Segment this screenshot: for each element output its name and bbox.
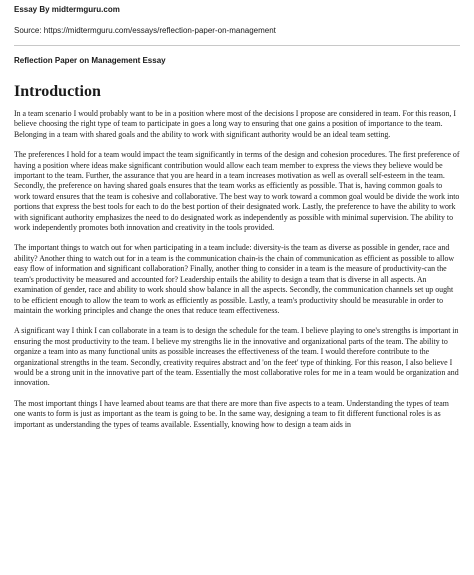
site-label: Essay By midtermguru.com bbox=[14, 5, 120, 14]
paragraph: The most important things I have learned about teams are that there are more than five aspects to a team. Understanding the types of team one wants to form is just as important as the team is going to be. In the same way, designing a team to fit different functional roles is as important as understanding the types of teams available. Essentially, knowing how to design a team aids in bbox=[14, 398, 449, 429]
section-heading: Introduction bbox=[14, 83, 101, 100]
source-line[interactable]: Source: https://midtermguru.com/essays/reflection-paper-on-management bbox=[14, 26, 276, 35]
document-title: Reflection Paper on Management Essay bbox=[14, 56, 166, 65]
page-header bbox=[0, 0, 474, 35]
header-divider bbox=[14, 45, 460, 46]
essay-body bbox=[0, 109, 474, 430]
paragraph: The important things to watch out for when participating in a team include: diversity-is the team as diverse as possible in gender, race and ability? Another thing to watch out for in a team is the communication chain-is the chain of communication as efficient as possible to allow easy flow of information and significant collaboration? Finally, another thing to consider in a team is the measure of productivity-can the team's productivity be measured and accounted for? Leadership entails the ability to design a team that is diverse in all aspects. An examination of gender, race and ability to work should show balance in all the aspects. Secondly, the communication channels set up ought to be efficient enough to allow the team to work as efficiently as possible. Lastly, a team's productivity should be measurable in order to maintain the working principles and change the ones that reduce team effectiveness. bbox=[14, 243, 455, 315]
paragraph: In a team scenario I would probably want to be in a position where most of the decisions I propose are considered in team. For this reason, I believe choosing the right type of team to participate in goes a long way to ensuring that one gains a position of importance to the team. Belonging in a team with shared goals and the ability to work with significant authority would be an ideal team setting. bbox=[14, 109, 456, 139]
paragraph: A significant way I think I can collaborate in a team is to design the schedule for the team. I believe playing to one's strengths is important in ensuring the most productivity to the team. I believe my strengths lie in the innovative and organizational parts of the team. The ability to organize a team into as many functional units as possible increases the effectiveness of the team. I would therefore contribute to the organizational strengths in the team. Secondly, creativity requires abstract and 'on the feet' type of thinking. For this reason, I also believe I would be a strong unit in the innovative part of the team. Essentially the most collaborative roles for me in a team would be organization and innovation. bbox=[14, 326, 459, 388]
paragraph: The preferences I hold for a team would impact the team significantly in terms of the design and cohesion procedures. The first preference of having a position where ideas make significant contribution would allow each team member to express the views they believe would be important to the team. Further, the assurance that you are heard in a team increases motivation as well as overall self-esteem in the team. Secondly, the preference on having shared goals ensures that the team works as efficiently as possible. That is, having common goals to work toward ensures that the team is cohesive and collaborative. The best way to work toward a common goal would be divide the work into portions that express the best tools for each to do the best portion of their designated work. Lastly, the preference to have the ability to work with significant authority emphasizes the need to do designated work as independently as possible with minimal supervision. The ability to work independently promotes both innovation and creativity in the tools provided. bbox=[14, 150, 460, 233]
